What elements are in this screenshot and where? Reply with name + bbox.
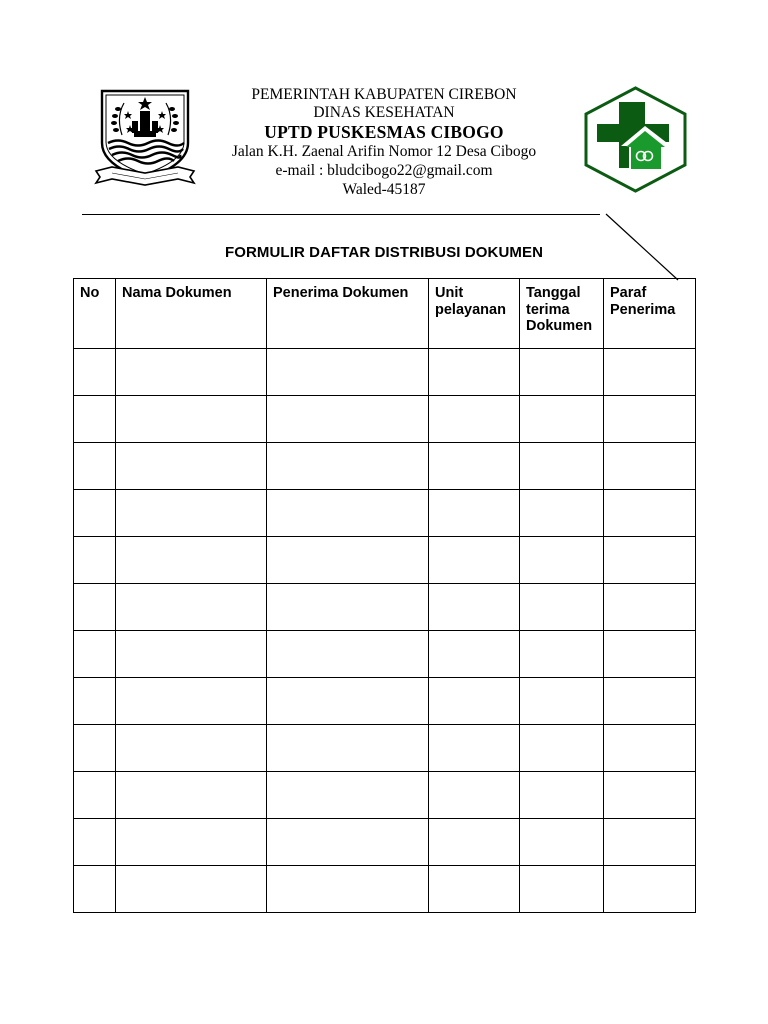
service-unit-cell [429, 631, 520, 678]
date-received-cell [520, 725, 604, 772]
address-line: Jalan K.H. Zaenal Arifin Nomor 12 Desa Cibogo [231, 143, 537, 160]
no-cell [74, 725, 116, 772]
table-row [74, 725, 696, 772]
date-received-cell [520, 537, 604, 584]
table-header-row [74, 279, 696, 349]
document-name-cell [116, 772, 267, 819]
service-unit-cell [429, 866, 520, 913]
recipient-cell [267, 678, 429, 725]
header-divider [82, 214, 600, 215]
document-name-cell [116, 819, 267, 866]
service-unit-cell [429, 772, 520, 819]
table-row [74, 349, 696, 396]
document-name-cell [116, 631, 267, 678]
column-header-recipient-initials: Paraf Penerima [604, 279, 696, 349]
column-header-no: No [74, 279, 116, 349]
service-unit-cell [429, 678, 520, 725]
no-cell [74, 490, 116, 537]
recipient-cell [267, 631, 429, 678]
date-received-cell [520, 443, 604, 490]
service-unit-cell [429, 537, 520, 584]
puskesmas-logo-icon [583, 86, 688, 193]
no-cell [74, 443, 116, 490]
service-unit-cell [429, 396, 520, 443]
service-unit-cell [429, 819, 520, 866]
document-name-cell [116, 443, 267, 490]
date-received-cell [520, 490, 604, 537]
date-received-cell [520, 396, 604, 443]
no-cell [74, 584, 116, 631]
table-row [74, 819, 696, 866]
document-name-cell [116, 349, 267, 396]
department-name: DINAS KESEHATAN [313, 104, 455, 121]
no-cell [74, 866, 116, 913]
document-name-cell [116, 866, 267, 913]
no-cell [74, 631, 116, 678]
initials-cell [604, 490, 696, 537]
email-line: e-mail : bludcibogo22@gmail.com [275, 162, 493, 179]
recipient-cell [267, 349, 429, 396]
letterhead [196, 86, 572, 199]
document-name-cell [116, 725, 267, 772]
date-received-cell [520, 678, 604, 725]
document-name-cell [116, 537, 267, 584]
table-row [74, 584, 696, 631]
no-cell [74, 678, 116, 725]
service-unit-cell [429, 349, 520, 396]
column-header-document-name: Nama Dokumen [116, 279, 267, 349]
recipient-cell [267, 396, 429, 443]
institution-name: UPTD PUSKESMAS CIBOGO [264, 122, 504, 142]
initials-cell [604, 631, 696, 678]
service-unit-cell [429, 584, 520, 631]
initials-cell [604, 537, 696, 584]
table-row [74, 537, 696, 584]
recipient-cell [267, 443, 429, 490]
recipient-cell [267, 490, 429, 537]
table-row [74, 490, 696, 537]
no-cell [74, 537, 116, 584]
initials-cell [604, 772, 696, 819]
column-header-date-received: Tanggal terima Dokumen [520, 279, 604, 349]
recipient-cell [267, 772, 429, 819]
date-received-cell [520, 772, 604, 819]
no-cell [74, 772, 116, 819]
no-cell [74, 396, 116, 443]
initials-cell [604, 678, 696, 725]
cirebon-regency-emblem-icon [94, 87, 196, 187]
initials-cell [604, 584, 696, 631]
document-name-cell [116, 490, 267, 537]
date-received-cell [520, 819, 604, 866]
service-unit-cell [429, 490, 520, 537]
date-received-cell [520, 631, 604, 678]
date-received-cell [520, 866, 604, 913]
initials-cell [604, 866, 696, 913]
recipient-cell [267, 819, 429, 866]
initials-cell [604, 725, 696, 772]
government-name: PEMERINTAH KABUPATEN CIREBON [251, 86, 517, 103]
city-postcode-line: Waled-45187 [342, 181, 426, 198]
table-body [74, 349, 696, 913]
service-unit-cell [429, 443, 520, 490]
initials-cell [604, 443, 696, 490]
recipient-cell [267, 537, 429, 584]
initials-cell [604, 396, 696, 443]
initials-cell [604, 349, 696, 396]
no-cell [74, 819, 116, 866]
column-header-service-unit: Unit pelayanan [429, 279, 520, 349]
initials-cell [604, 819, 696, 866]
distribution-table [73, 278, 696, 913]
table-row [74, 678, 696, 725]
document-name-cell [116, 396, 267, 443]
service-unit-cell [429, 725, 520, 772]
no-cell [74, 349, 116, 396]
table-row [74, 443, 696, 490]
table-row [74, 772, 696, 819]
column-header-recipient: Penerima Dokumen [267, 279, 429, 349]
table-row [74, 866, 696, 913]
form-title: FORMULIR DAFTAR DISTRIBUSI DOKUMEN [224, 244, 544, 261]
table-row [74, 396, 696, 443]
date-received-cell [520, 584, 604, 631]
document-name-cell [116, 678, 267, 725]
date-received-cell [520, 349, 604, 396]
recipient-cell [267, 725, 429, 772]
document-name-cell [116, 584, 267, 631]
table-row [74, 631, 696, 678]
recipient-cell [267, 584, 429, 631]
recipient-cell [267, 866, 429, 913]
